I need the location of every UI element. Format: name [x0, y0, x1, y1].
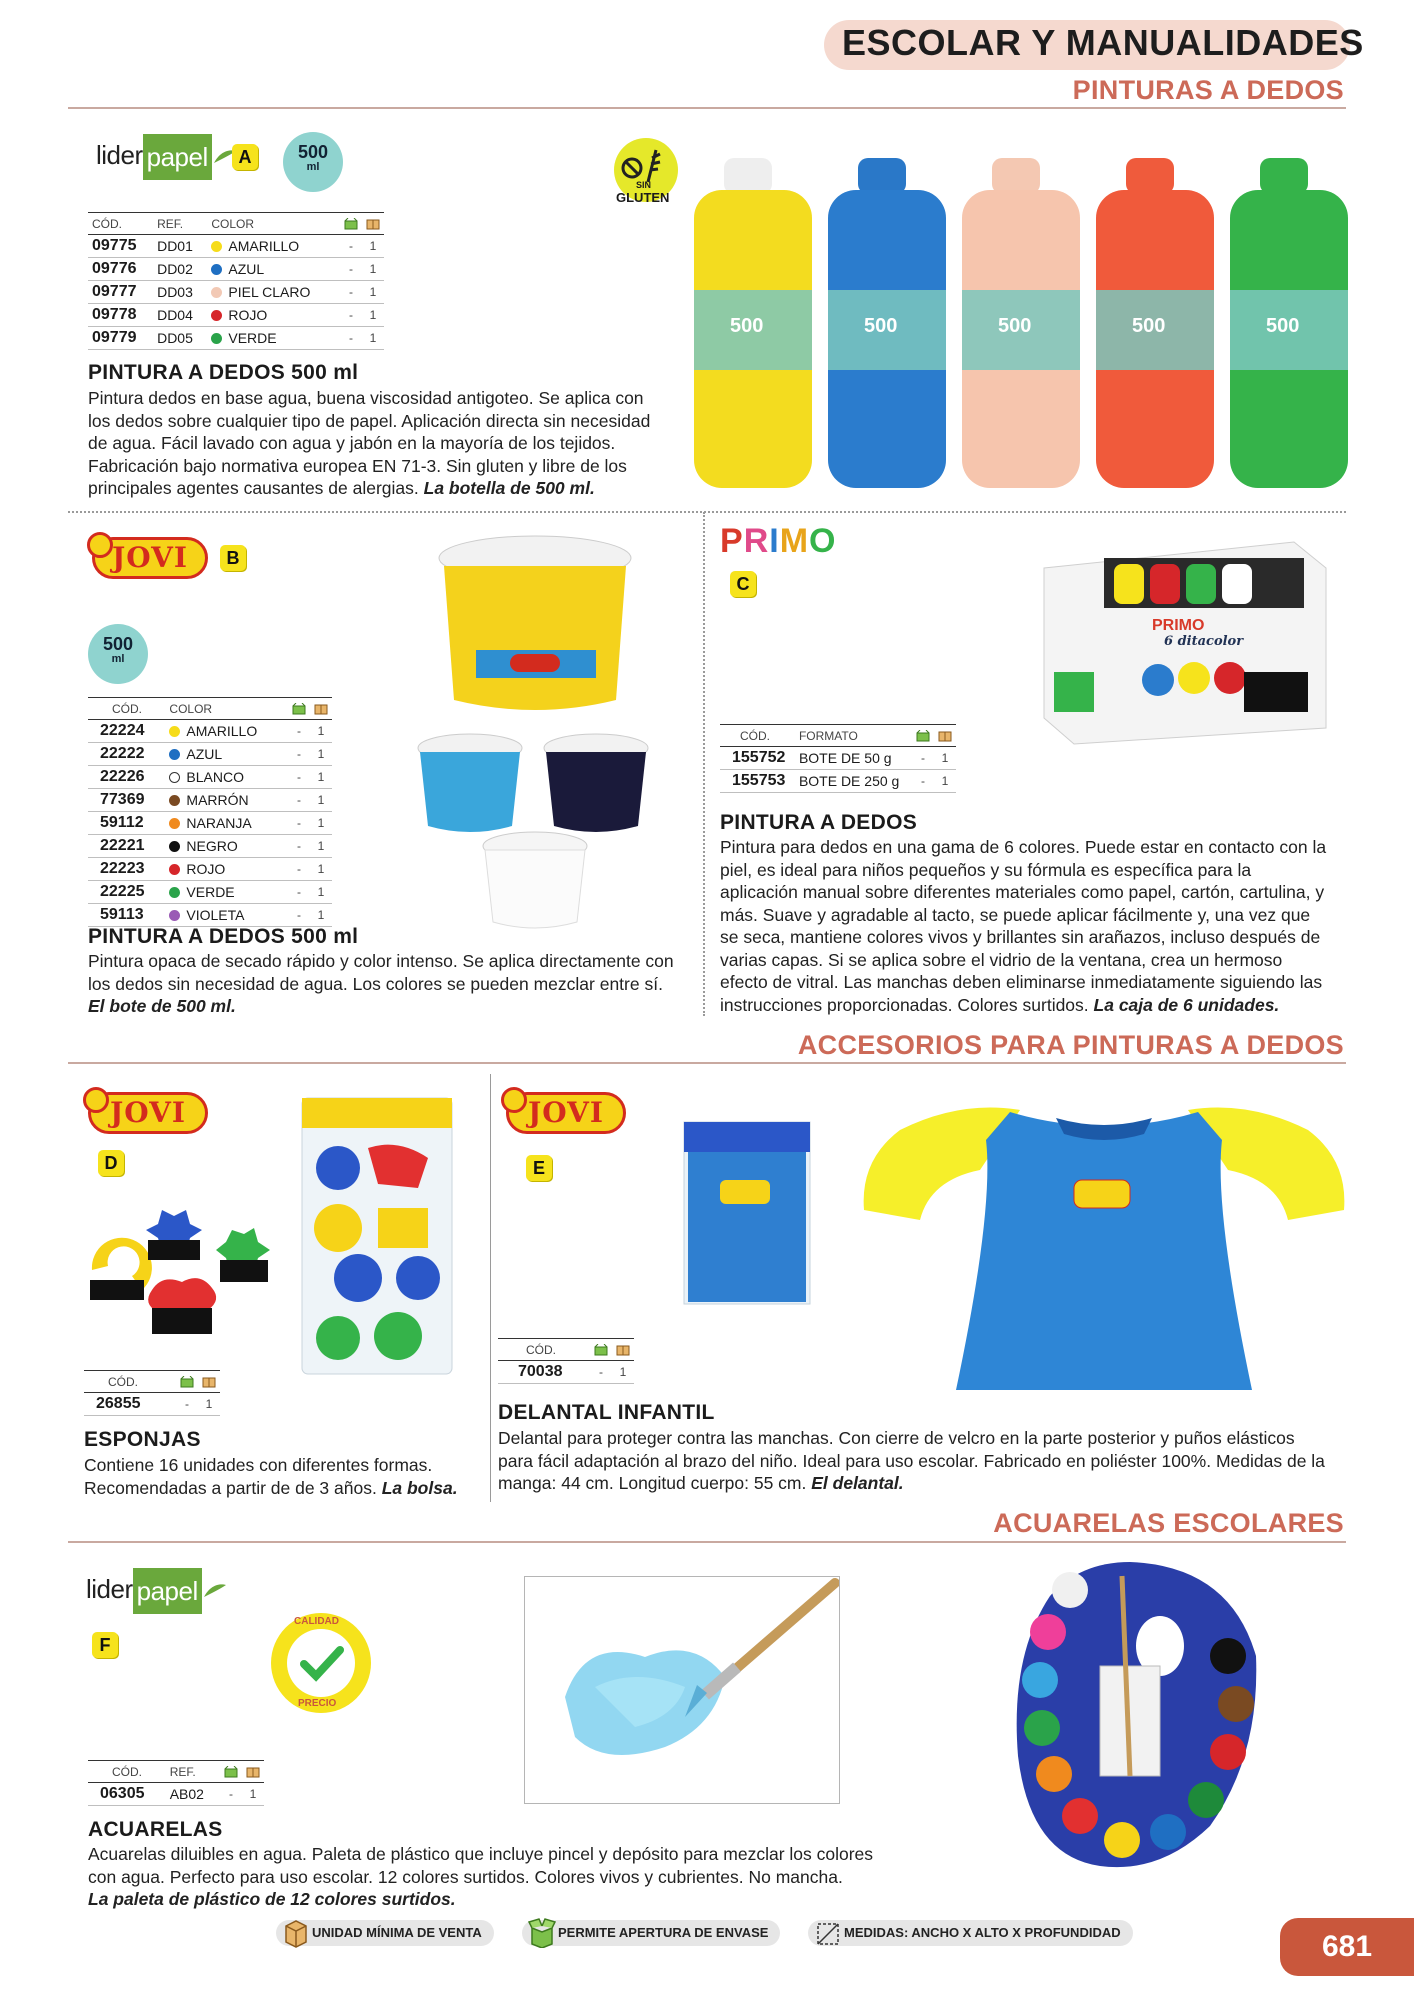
- color-name: PIEL CLARO: [228, 284, 311, 300]
- product-code: 22224: [88, 720, 165, 743]
- table-row: [88, 1783, 264, 1806]
- open-package-value: -: [176, 1393, 198, 1416]
- product-code: 22221: [88, 835, 165, 858]
- product-code: 22222: [88, 743, 165, 766]
- pot-blue: [418, 734, 522, 832]
- open-package-value: -: [220, 1783, 242, 1806]
- color-dot: [169, 795, 180, 806]
- color-cell: [165, 789, 288, 812]
- min-unit-value: 1: [310, 881, 332, 904]
- color-name: AMARILLO: [186, 723, 258, 739]
- color-cell: [207, 258, 340, 281]
- badge-d: D: [98, 1150, 124, 1176]
- min-unit-icon: [242, 1761, 264, 1783]
- pot-white: [483, 832, 587, 928]
- table-row: [88, 904, 332, 927]
- table-row: [88, 258, 384, 281]
- min-unit-value: 1: [362, 327, 384, 350]
- product-code: 26855: [84, 1393, 176, 1416]
- dimensions-icon: [814, 1918, 842, 1948]
- min-unit-value: 1: [310, 743, 332, 766]
- color-cell: [165, 835, 288, 858]
- color-name: MARRÓN: [186, 792, 249, 808]
- product-code: 09776: [88, 258, 153, 281]
- table-row: [88, 812, 332, 835]
- table-row: [88, 881, 332, 904]
- color-cell: [165, 766, 288, 789]
- table-row: [88, 766, 332, 789]
- product-ref: AB02: [166, 1783, 220, 1806]
- open-package-icon: [590, 1339, 612, 1361]
- watercolor-palette-image: [1010, 1556, 1260, 1876]
- color-name: VERDE: [228, 330, 277, 346]
- volume-badge-a: 500 ml: [283, 132, 343, 192]
- badge-b: B: [220, 545, 246, 571]
- product-a-table: CÓD. REF. COLOR 09775 DD01 AMARILLO - 1 09776 DD02 AZUL - 1 09777 DD03 PIEL CLARO - 1 09778 DD04 ROJO - 1 09779 DD05 VERDE - 1: [88, 212, 384, 350]
- product-code: 59113: [88, 904, 165, 927]
- table-row: [88, 858, 332, 881]
- min-unit-value: 1: [362, 281, 384, 304]
- open-package-value: -: [288, 720, 310, 743]
- product-e-title: DELANTAL INFANTIL: [498, 1401, 715, 1424]
- box-icon: [282, 1918, 310, 1948]
- section-title-accessories: ACCESORIOS PARA PINTURAS A DEDOS: [797, 1030, 1344, 1060]
- color-dot: [169, 841, 180, 852]
- product-f-description: Acuarelas diluibles en agua. Paleta de plástico que incluye pincel y depósito para mezclar los colores con agua. Perfecto para uso escolar. 12 colores surtidos. Colores vivos y cubrientes. No mancha. La paleta de plástico de 12 colores surtidos.: [88, 1844, 874, 1909]
- volume-badge-b: 500 ml: [88, 624, 148, 684]
- color-name: ROJO: [186, 861, 226, 877]
- color-dot: [211, 264, 222, 275]
- product-code: 70038: [498, 1361, 590, 1384]
- apron-image: [860, 1100, 1348, 1400]
- product-format: BOTE DE 50 g: [795, 747, 912, 770]
- open-package-value: -: [288, 766, 310, 789]
- open-package-value: -: [590, 1361, 612, 1384]
- open-package-value: -: [340, 281, 362, 304]
- table-row: [88, 327, 384, 350]
- section-title-watercolors: ACUARELAS ESCOLARES: [993, 1508, 1344, 1538]
- dotted-divider: [68, 511, 1346, 513]
- sponges-bag-image: [298, 1088, 458, 1378]
- product-code: 22226: [88, 766, 165, 789]
- svg-text:500: 500: [1132, 315, 1166, 337]
- bottle-red: [1096, 158, 1214, 488]
- min-unit-value: 1: [934, 770, 956, 793]
- section-divider: [68, 1541, 1346, 1543]
- bottle-skin: [962, 158, 1080, 488]
- color-cell: [165, 812, 288, 835]
- min-unit-icon: [198, 1371, 220, 1393]
- product-code: 22225: [88, 881, 165, 904]
- jovi-paint-pots-image: [410, 530, 660, 950]
- section-divider: [68, 1062, 1346, 1064]
- open-package-icon: [288, 698, 310, 720]
- table-row: [88, 720, 332, 743]
- quality-price-seal: CALIDAD PRECIO: [268, 1610, 374, 1716]
- product-a-title: PINTURA A DEDOS 500 ml: [88, 361, 359, 384]
- product-ref: DD05: [153, 327, 207, 350]
- svg-text:500: 500: [864, 315, 898, 337]
- category-title: ESCOLAR Y MANUALIDADES: [842, 22, 1364, 63]
- product-d-title: ESPONJAS: [84, 1428, 201, 1451]
- open-package-value: -: [288, 835, 310, 858]
- color-name: NARANJA: [186, 815, 252, 831]
- section-divider: [68, 107, 1346, 109]
- primo-logo: PRIMO: [720, 522, 837, 560]
- color-name: ROJO: [228, 307, 268, 323]
- open-package-icon: [912, 725, 934, 747]
- product-code: 22223: [88, 858, 165, 881]
- color-cell: [165, 904, 288, 927]
- color-name: VIOLETA: [186, 907, 245, 923]
- table-row: [88, 743, 332, 766]
- min-unit-value: 1: [362, 235, 384, 258]
- color-dot: [169, 818, 180, 829]
- apron-package-image: [680, 1120, 814, 1306]
- product-d-table: CÓD. 26855 - 1: [84, 1370, 220, 1416]
- liderpapel-logo: lider papel: [96, 134, 238, 180]
- product-ref: DD01: [153, 235, 207, 258]
- min-unit-value: 1: [934, 747, 956, 770]
- min-unit-value: 1: [198, 1393, 220, 1416]
- color-cell: [165, 858, 288, 881]
- watercolor-brush-image: [524, 1576, 840, 1804]
- open-package-value: -: [340, 235, 362, 258]
- color-cell: [165, 720, 288, 743]
- table-row: [88, 281, 384, 304]
- min-unit-value: 1: [310, 766, 332, 789]
- product-ref: DD03: [153, 281, 207, 304]
- section-title-finger-paint: PINTURAS A DEDOS: [1072, 75, 1344, 105]
- product-ref: DD04: [153, 304, 207, 327]
- table-row: [88, 835, 332, 858]
- product-b-description: Pintura opaca de secado rápido y color intenso. Se aplica directamente con los dedos sin necesidad de agua. Los colores se pueden mezclar entre sí. El bote de 500 ml.: [88, 951, 674, 1016]
- svg-text:500: 500: [730, 315, 764, 337]
- product-code: 09777: [88, 281, 153, 304]
- min-unit-value: 1: [310, 858, 332, 881]
- color-cell: [207, 304, 340, 327]
- min-unit-icon: [362, 213, 384, 235]
- open-package-value: -: [912, 747, 934, 770]
- color-dot: [211, 310, 222, 321]
- badge-a: A: [232, 144, 258, 170]
- color-name: NEGRO: [186, 838, 238, 854]
- svg-text:500: 500: [1266, 315, 1300, 337]
- color-dot: [211, 241, 222, 252]
- product-b-table: CÓD. COLOR 22224 AMARILLO - 1 22222 AZUL - 1 22226 BLANCO - 1 77369 MARRÓN - 1 59112 NARANJA - 1 22221 NEGRO - 1 22223 ROJO - 1 22225 VERDE - 1 59113 VIOLETA - 1: [88, 697, 332, 927]
- product-c-description: Pintura para dedos en una gama de 6 colores. Puede estar en contacto con la piel, es ideal para niños pequeños y su fórmula es específica para la aplicación manual sobre diferentes materiales como papel, cartón, cartulina, y más. Suave y agradable al tacto, se puede aplicar fácilmente y, una vez que se seca, mantiene colores vivos y brillantes sin arañazos, incluso después de varias capas. Si se aplica sobre el vidrio de la ventana, crea un hermoso efecto de vitral. Las manchas deben eliminarse inmediatamente siguiendo las instrucciones proporcionadas. Colores surtidos. La caja de 6 unidades.: [720, 837, 1327, 1015]
- color-dot: [211, 287, 222, 298]
- product-code: 09779: [88, 327, 153, 350]
- table-row: [720, 770, 956, 793]
- legend-min-unit: UNIDAD MÍNIMA DE VENTA: [276, 1920, 494, 1946]
- product-code: 155753: [720, 770, 795, 793]
- min-unit-value: 1: [310, 835, 332, 858]
- min-unit-value: 1: [310, 904, 332, 927]
- column-divider: [490, 1074, 491, 1502]
- gluten-free-badge: SIN GLUTEN: [610, 136, 682, 208]
- bottle-yellow: [694, 158, 812, 488]
- product-code: 77369: [88, 789, 165, 812]
- min-unit-value: 1: [362, 258, 384, 281]
- table-row: [88, 304, 384, 327]
- color-dot: [169, 864, 180, 875]
- jovi-logo-d: JOVI: [88, 1092, 208, 1134]
- pot-black: [544, 734, 648, 832]
- open-package-icon: [176, 1371, 198, 1393]
- badge-c: C: [730, 571, 756, 597]
- color-dot: [169, 726, 180, 737]
- product-a-description: Pintura dedos en base agua, buena viscosidad antigoteo. Se aplica con los dedos sobre cualquier tipo de papel. Aplicación directa sin necesidad de agua. Fácil lavado con agua y jabón en la mayoría de los tejidos. Fabricación bajo normativa europea EN 71-3. Sin gluten y libre de los principales agentes causantes de alergias. La botella de 500 ml.: [88, 388, 651, 498]
- jovi-logo-b: JOVI: [92, 537, 208, 579]
- badge-f: F: [92, 1632, 118, 1658]
- svg-text:500: 500: [998, 315, 1032, 337]
- jovi-logo-e: JOVI: [506, 1092, 626, 1134]
- color-name: BLANCO: [186, 769, 244, 785]
- legend-open-package: PERMITE APERTURA DE ENVASE: [522, 1920, 780, 1946]
- open-package-value: -: [340, 258, 362, 281]
- min-unit-value: 1: [310, 812, 332, 835]
- badge-e: E: [526, 1155, 552, 1181]
- color-name: VERDE: [186, 884, 235, 900]
- open-package-value: -: [288, 904, 310, 927]
- legend-measures: MEDIDAS: ANCHO X ALTO X PROFUNDIDAD: [808, 1920, 1133, 1946]
- open-package-value: -: [340, 327, 362, 350]
- product-d-description: Contiene 16 unidades con diferentes formas. Recomendadas a partir de de 3 años. La bolsa.: [84, 1455, 458, 1498]
- open-package-icon: [220, 1761, 242, 1783]
- product-e-table: CÓD. 70038 - 1: [498, 1338, 634, 1384]
- open-package-value: -: [912, 770, 934, 793]
- color-name: AMARILLO: [228, 238, 300, 254]
- color-cell: [165, 743, 288, 766]
- color-cell: [207, 327, 340, 350]
- color-name: AZUL: [186, 746, 223, 762]
- table-row: [88, 789, 332, 812]
- color-dot: [169, 772, 180, 783]
- open-package-icon: [340, 213, 362, 235]
- min-unit-value: 1: [362, 304, 384, 327]
- page-number: 681: [1280, 1918, 1414, 1976]
- product-b-title: PINTURA A DEDOS 500 ml: [88, 925, 359, 948]
- product-f-title: ACUARELAS: [88, 1818, 223, 1841]
- min-unit-icon: [934, 725, 956, 747]
- product-f-table: CÓD. REF. 06305 AB02 - 1: [88, 1760, 264, 1806]
- product-code: 09775: [88, 235, 153, 258]
- color-cell: [207, 235, 340, 258]
- open-package-value: -: [340, 304, 362, 327]
- table-row: [720, 747, 956, 770]
- color-dot: [169, 749, 180, 760]
- bottle-blue: [828, 158, 946, 488]
- open-package-value: -: [288, 789, 310, 812]
- color-dot: [169, 910, 180, 921]
- primo-box-image: PRIMO 6 ditacolor: [1034, 528, 1330, 748]
- min-unit-value: 1: [612, 1361, 634, 1384]
- min-unit-value: 1: [242, 1783, 264, 1806]
- product-ref: DD02: [153, 258, 207, 281]
- min-unit-value: 1: [310, 720, 332, 743]
- color-dot: [169, 887, 180, 898]
- table-row: [498, 1361, 634, 1384]
- liderpapel-logo-f: lider papel: [86, 1568, 228, 1614]
- finger-paint-bottles-image: [690, 150, 1350, 492]
- open-package-value: -: [288, 881, 310, 904]
- bottle-green: [1230, 158, 1348, 488]
- open-package-value: -: [288, 743, 310, 766]
- product-c-title: PINTURA A DEDOS: [720, 811, 918, 834]
- open-package-value: -: [288, 858, 310, 881]
- min-unit-value: 1: [310, 789, 332, 812]
- product-code: 59112: [88, 812, 165, 835]
- product-format: BOTE DE 250 g: [795, 770, 912, 793]
- product-e-description: Delantal para proteger contra las manchas. Con cierre de velcro en la parte posterior y puños elásticos para fácil adaptación al brazo del niño. Ideal para uso escolar. Fabricado en poliéster 100%. Medidas de la manga: 44 cm. Longitud cuerpo: 55 cm. El delantal.: [498, 1428, 1325, 1493]
- min-unit-icon: [612, 1339, 634, 1361]
- svg-text:PRIMO: PRIMO: [1152, 617, 1205, 634]
- min-unit-icon: [310, 698, 332, 720]
- open-package-value: -: [288, 812, 310, 835]
- pot-yellow-large: [439, 536, 631, 710]
- open-box-icon: [528, 1918, 556, 1948]
- product-code: 06305: [88, 1783, 166, 1806]
- table-row: [84, 1393, 220, 1416]
- sponges-image: [82, 1200, 282, 1340]
- product-code: 155752: [720, 747, 795, 770]
- color-cell: [207, 281, 340, 304]
- product-c-table: CÓD. FORMATO 155752 BOTE DE 50 g - 1 155753 BOTE DE 250 g - 1: [720, 724, 956, 793]
- product-code: 09778: [88, 304, 153, 327]
- color-dot: [211, 333, 222, 344]
- dotted-column-divider: [703, 512, 705, 1016]
- color-cell: [165, 881, 288, 904]
- color-name: AZUL: [228, 261, 265, 277]
- table-row: [88, 235, 384, 258]
